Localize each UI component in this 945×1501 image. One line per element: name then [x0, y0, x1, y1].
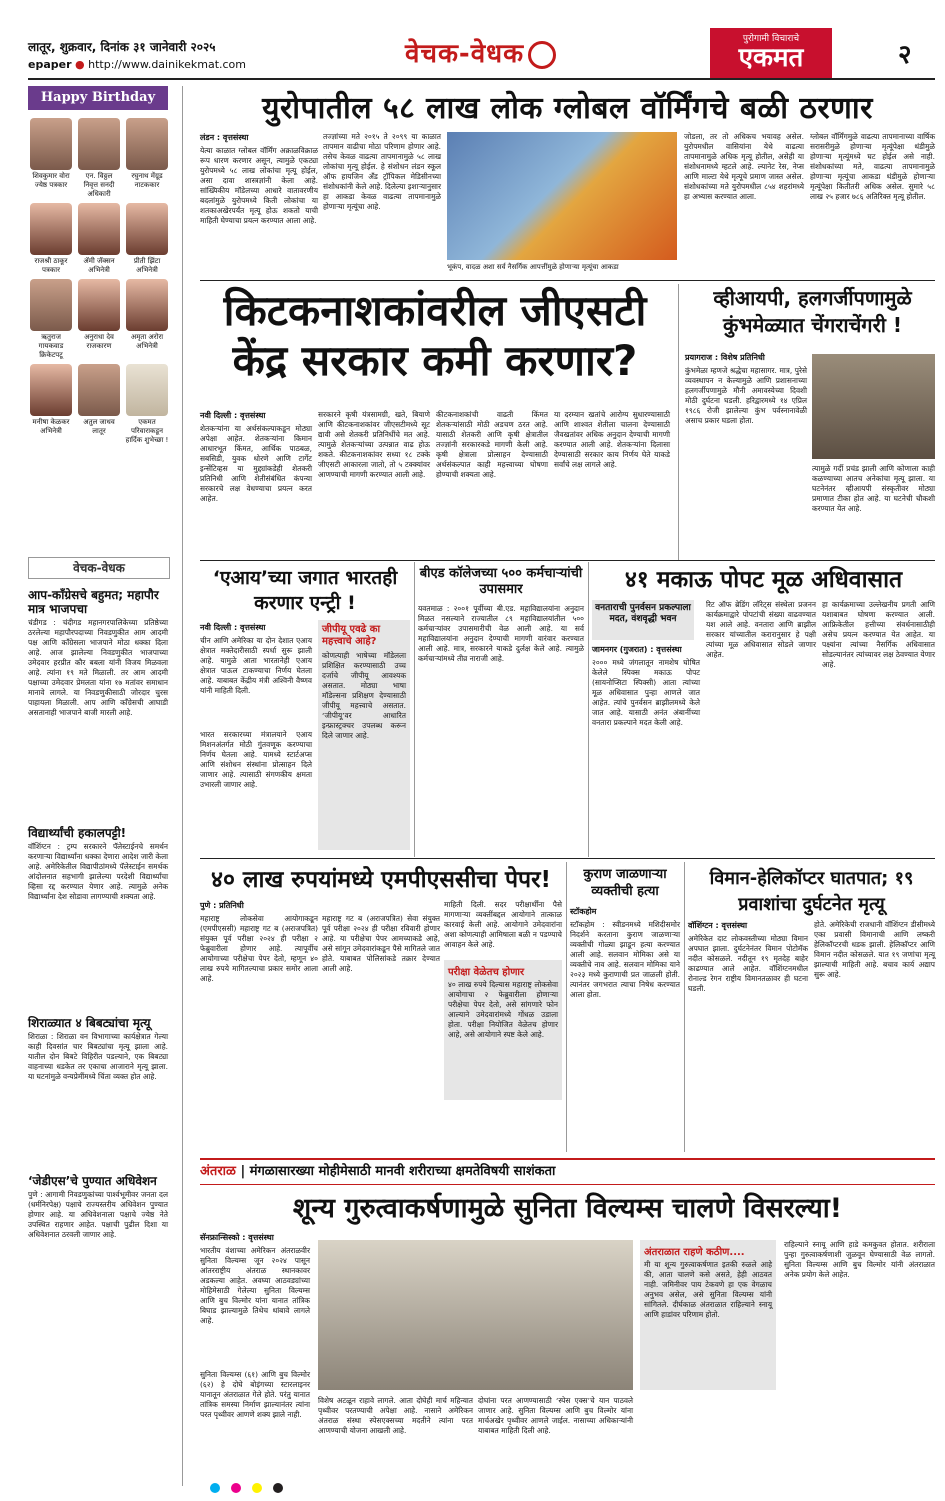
section-rule [200, 560, 935, 561]
story-body: पुणे : आगामी निवडणुकांच्या पार्श्वभूमीवर जनता दल (धर्मनिरपेक्ष) पक्षाचे राज्यस्तरीय अधिवेशन पुण्यात होणार आहे. या अधिवेशनाला पक्षाचे ज्येष्ठ नेते उपस्थित राहणार आहेत. पक्षाची पुढील दिशा या अधिवेशनात ठरवली जाणार आहे. [28, 1190, 168, 1239]
lead-byline: लंडन : वृत्तसंस्था [200, 133, 249, 142]
astronaut-photo [318, 1240, 633, 1390]
dateline: लातूर, शुक्रवार, दिनांक ३१ जानेवारी २०२५ [28, 40, 216, 54]
sidebar-story [28, 822, 168, 902]
sidebar-story [28, 1012, 168, 1082]
column-divider [684, 862, 685, 1152]
bouquet-image [126, 364, 168, 416]
sidebar [28, 86, 168, 1486]
birthday-role: ज्येष्ठ पत्रकार [34, 181, 68, 189]
sunita-col-3: विशेष अटळून राहावे लागले. आता दोघेही मार्च महिन्यात पृथ्वीवर परतण्याची अपेक्षा आहे. नासाने अमेरिकन अंतराळ संस्था स्पेसएक्सच्या मदतीने त्यांना परत आणण्याची योजना आखली आहे. [318, 1396, 473, 1435]
antaral-kicker: अंतराळ [200, 1164, 236, 1179]
lead-col-4: ग्लोबल वॉर्मिंगमुळे वाढत्या तापमानाच्या वार्षिक सरासरीमुळे होणाऱ्या मृत्यूंपेक्षा थंडीमुळे होणाऱ्या मृत्यूंमध्ये घट होईल असे नाही. संशोधकांच्या मते, वाढत्या तापमानामुळे होणाऱ्या मृत्यूंचा आकडा थंडीमुळे होणाऱ्या मृत्यूंपेक्षा कितीतरी अधिक असेल. सुमारे ५८ लाख २५ हजार ७८६ अतिरिक्त मृत्यू होतील. [810, 132, 935, 201]
birthday-role: अभिनेत्री [88, 266, 110, 274]
story-body: वॉशिंग्टन : ट्रम्प सरकारने पॅलेस्टाईनचे समर्थन करणाऱ्या विद्यार्थ्यांना धक्का देणारा आदेश जारी केला आहे. अमेरिकेतील विद्यापीठांमध्ये पॅलेस्टाईन समर्थक आंदोलनात सहभागी झालेल्या परदेशी विद्यार्थ्यांचा व्हिसा रद्द करण्यात येणार आहे. त्यामुळे अनेक विद्यार्थ्यांना देश सोडावा लागण्याची शक्यता आहे. [28, 842, 168, 901]
birthday-name: अमृता अरोरा [130, 333, 164, 341]
kuran-headline: कुराण जाळणाऱ्या व्यक्तीची हत्या [583, 867, 667, 899]
lead-col-3: जोडला, तर तो अधिकच भयावह असेल. युरोपमधील वासियांना येथे वाढत्या तापमानामुळे अधिक मृत्यू होतील, असेही या संशोधनामध्ये म्हटले आहे. ल्यानेट रेस, नेप्स आणि माल्टा येथे मृत्यूचे प्रमाण जास्त असेल. संशोधकांच्या मते युरोपमधील ८५४ शहरांमध्ये हा अभ्यास करण्यात आला. [684, 132, 804, 201]
box-body: कोणत्याही भाषेच्या मॉडेलला प्रशिक्षित करण्यासाठी उच्च दर्जाचे जीपीयू आवश्यक असतात. मोठ्या भाषा मॉडेल्सना प्रशिक्षण देण्यासाठी जीपीयू महत्त्वाचे असतात. ‘जीपीयू’वर आधारित इन्फ्रास्ट्रक्चर उपलब्ध करून दिले जाणार आहे. [322, 651, 406, 740]
antaral-subtitle: मंगळासारख्या मोहीमेसाठी मानवी शरीराच्या क्षमतेविषयी साशंकता [249, 1164, 556, 1179]
birthday-item [28, 364, 74, 445]
birthday-photo [78, 364, 120, 416]
kuran-body: स्टॉकहोम : स्वीडनमध्ये मशिदीसमोर निदर्शने करताना कुराण जाळणाऱ्या व्यक्तीची गोळ्या झाडून हत्या करण्यात आली आहे. सलवान मोमिका असे या व्यक्तीचे नाव आहे. सलवान मोमिका याने २०२३ मध्ये कुराणाची प्रत जाळली होती. त्यानंतर जगभरात त्याचा निषेध करण्यात आला होता. [570, 920, 680, 999]
birthday-name: ॲमी जॅक्सन [83, 257, 115, 265]
gst-col-3: कीटकनाशकांची वाढती किंमत शेतकऱ्यांसाठी मोठी अडचण ठरत आहे. यासाठी शेतकरी आणि कृषी क्षेत्रातील तज्ज्ञांनी सरकारकडे मागणी केली आहे. कृषी क्षेत्राला प्रोत्साहन देण्यासाठी अर्थसंकल्पात काही महत्त्वाच्या घोषणा होण्याची शक्यता आहे. [436, 410, 548, 479]
kumbh-col-2: त्यामुळे गर्दी प्रचंड झाली आणि कोणाला काही कळण्याच्या आतच अनेकांचा मृत्यू झाला. या घटनेनंतर व्हीआयपी संस्कृतीवर मोठ्या प्रमाणात टीका होत आहे. या घटनेची चौकशी करण्यात येत आहे. [812, 464, 935, 513]
plane-headline: विमान-हेलिकॉप्टर घातपात; १९ प्रवाशांचा दुर्घटनेत मृत्यू [709, 868, 914, 915]
box-title: परीक्षा वेळेतच होणार [448, 967, 525, 978]
kumbh-col-1: कुंभमेळा म्हणजे श्रद्धेचा महासागर. मात्र, पुरेसे व्यवस्थापन न केल्यामुळे आणि प्रशासनाच्या हलगर्जीपणामुळे मौनी अमावस्येच्या दिवशी मोठी दुर्घटना घडली. हरिद्वारमध्ये १४ एप्रिल १९८६ रोजी झालेल्या कुंभ पर्वस्नानावेळी असाच प्रकार घडला होता. [685, 366, 807, 425]
birthday-photo [78, 203, 120, 255]
birthday-item [28, 279, 74, 360]
birthday-item [76, 118, 122, 199]
cyan-dot [210, 1483, 220, 1493]
magnifier-icon [528, 41, 556, 69]
ai-col-2: भारत सरकारच्या मंत्रालयाने एआय मिशनअंतर्गत मोठी गुंतवणूक करण्याचा निर्णय घेतला आहे. यामध्ये स्टार्टअप्स आणि संशोधन संस्थांना प्रोत्साहन दिले जाणार आहे. त्यासाठी संगणकीय क्षमता उभारली जाणार आहे. [200, 730, 312, 789]
birthday-name: ऋतुराज गायकवाड [38, 333, 64, 350]
page-header [0, 0, 945, 80]
column-divider [678, 284, 679, 560]
sunita-headline: शून्य गुरुत्वाकर्षणामुळे सुनिता विल्यम्स चालणे विसरल्या! [292, 1193, 843, 1224]
birthday-role: अभिनेत्री [40, 427, 62, 435]
epaper-url[interactable]: http://www.dainikekmat.com [88, 58, 246, 71]
birthday-role: नाटककार [134, 181, 160, 189]
gst-col-4: या दरम्यान खतांचे आरोग्य सुधारण्यासाठी आणि शाश्वत शेतीला चालना देण्यासाठी जैवखतांवर अधिक अनुदान देण्याची मागणी करण्यात आली आहे. शेतकऱ्यांना दिलासा देण्यासाठी सरकार काय निर्णय घेते याकडे सर्वांचे लक्ष लागले आहे. [554, 410, 670, 469]
birthday-item [76, 203, 122, 275]
mpsc-col-3: माहिती दिली. सदर परीक्षार्थींना पैसे मागणाऱ्या व्यक्तींबद्दल आयोगाने तात्काळ कारवाई केली आहे. आयोगाने उमेदवारांना अशा कोणत्याही आमिषाला बळी न पडण्याचे आवाहन केले आहे. [444, 900, 562, 949]
yellow-dot [252, 1483, 262, 1493]
birthday-name: एन. विठ्ठल [85, 172, 113, 180]
epaper-label: epaper [28, 58, 72, 71]
section-rule [200, 858, 935, 859]
column-divider [566, 862, 567, 1152]
parrot-kicker-box [592, 600, 694, 640]
birthday-role: क्रिकेटपटू [39, 351, 63, 359]
ai-byline: नवी दिल्ली : वृत्तसंस्था [200, 623, 266, 632]
birthday-name: रघुनाथ मेंग्रूड [131, 172, 163, 180]
story-title: ‘जेडीएस’चे पुण्यात अधिवेशन [28, 1174, 157, 1188]
plane-col-2: होते. अमेरिकेची राजधानी वॉशिंग्टन डीसीमध्ये एका प्रवासी विमानाची आणि लष्करी हेलिकॉप्टरची धडक झाली. हेलिकॉप्टर आणि विमान नदीत कोसळले. यात १९ जणांचा मृत्यू झाल्याची माहिती आहे. बचाव कार्य अद्याप सुरू आहे. [814, 920, 935, 979]
space-living-box [640, 1240, 776, 1390]
page-number: २ [898, 40, 912, 70]
gst-text: शेतकऱ्यांना या अर्थसंकल्पाकडून मोठ्या अपेक्षा आहेत. शेतकऱ्यांना किमान आधारभूत किंमत, आर्थिक पाठबळ, सबसिडी, युवक धोरणे आणि टार्गेट इन्सेंटिव्हस या मुद्द्यांकडेही शेतकरी प्रतिनिधी आणि शेतीसंबंधित कंपन्या सरकारचे लक्ष वेधण्याचा प्रयत्न करत आहेत. [200, 424, 312, 503]
sidebar-story [28, 584, 168, 718]
story-body: चंडीगड : चंदीगड महानगरपालिकेच्या प्रतिष्ठेच्या ठरलेल्या महापौरपदाच्या निवडणुकीत आम आदमी पक्ष आणि काँग्रेसला भाजपाने मोठा धक्का दिला आहे. आज झालेल्या निवडणुकीत भाजपाच्या उमेदवार हरप्रीत कौर बबला यांनी विजय मिळवला आहे. त्यांना १९ मते मिळाली. तर आम आदमी पक्षाच्या उमेदवार प्रेमलता यांना १७ मतांवर समाधान मानावे लागले. या निवडणुकीसाठी जोरदार चुरस पाहायला मिळाली. आप आणि काँग्रेसची आघाडी असतानाही भाजपाने बाजी मारली आहे. [28, 618, 168, 717]
birthday-grid [28, 118, 168, 445]
box-title: अंतराळात राहणे कठीण.... [644, 1247, 745, 1258]
birthday-name: एकमत परिवाराकडून [130, 418, 164, 435]
section-tab: वेचक-वेधक [28, 557, 170, 579]
parrot-col-1: २००० मध्ये जंगलातून नामशेष घोषित केलेले स्पिक्स मकाऊ पोपट (सायनोप्सिटा स्पिक्सी) आता त्यांच्या मूळ अधिवासात पुन्हा आणले जात आहेत. त्यांचे पुनर्वसन ब्राझीलमध्ये केले जात आहे. यासाठी अनंत अंबानींच्या वनतारा प्रकल्पाने मदत केली आहे. [592, 658, 700, 727]
antaral-separator: | [240, 1164, 250, 1179]
sunita-byline: सॅनफ्रान्सिस्को : वृत्तसंस्था [200, 1233, 274, 1242]
mpsc-col-1: महाराष्ट्र लोकसेवा आयोगाकडून (एमपीएससी) महाराष्ट्र गट ब (अराजपत्रित) संयुक्त पूर्व परीक्षा २०२४ ही परीक्षा २ फेब्रुवारीला होणार आहे. त्यापूर्वीच आयोगाच्या परीक्षेचा पेपर देतो, म्हणून ४० लाख रुपये मागितल्याचा प्रकार समोर आला आहे. [200, 914, 318, 983]
birthday-item [124, 203, 170, 275]
kumbh-byline: प्रयागराज : विशेष प्रतिनिधी [685, 353, 765, 362]
birthday-name: प्रीती झिंटा [133, 257, 161, 265]
brand-tagline: पुरोगामी विचाराचे [742, 34, 800, 44]
birthday-photo [30, 364, 72, 416]
lead-headline: युरोपातील ५८ लाख लोक ग्लोबल वॉर्मिंगचे बळी ठरणार [262, 91, 873, 126]
birthday-item [28, 203, 74, 275]
gst-headline: किटकनाशकांवरील जीएसटी केंद्र सरकार कमी करणार? [223, 286, 647, 385]
box-title: जीपीयू एवढे का महत्त्वाचे आहे? [322, 624, 381, 647]
parrot-col-2: रिट ऑफ ब्रेडिंग लॉरेट्स संस्थेला प्रजनन कार्यक्रमाद्वारे पोपटांची संख्या वाढवण्यात यश आले आहे. वनतारा आणि ब्राझील सरकार यांच्यातील करारानुसार हे पक्षी त्यांच्या मूळ अधिवासात सोडले जाणार आहेत. [706, 600, 816, 659]
masthead-title: वेचक-वेधक [405, 39, 525, 69]
parrot-headline: ४१ मकाऊ पोपट मूळ अधिवासात [624, 567, 903, 593]
birthday-role: राजकारण [86, 342, 112, 350]
section-rule [200, 280, 935, 281]
kuran-byline: स्टॉकहोम [570, 907, 597, 916]
sunita-col-1: भारतीय वंशाच्या अमेरिकन अंतराळवीर सुनिता विल्यम्स जून २०२४ पासून आंतरराष्ट्रीय अंतराळ स्थानकावर अडकल्या आहेत. अवघ्या आठवड्यांच्या मोहिमेसाठी गेलेल्या सुनिता विल्यम्स आणि बुच विल्मोर यांना यानात तांत्रिक बिघाड झाल्यामुळे तिथेच थांबावे लागले आहे. [200, 1246, 310, 1325]
story-body: शिराळा : शिराळा वन विभागाच्या कार्यक्षेत्रात गेल्या काही दिवसांत चार बिबट्यांचा मृत्यू झाला आहे. यातील दोन बिबटे विहिरीत पडल्याने, एक बिबट्या वाहनाच्या धडकेत तर एकाचा आजाराने मृत्यू झाला. या घटनांमुळे वन्यप्रेमींमध्ये चिंता व्यक्त होत आहे. [28, 1032, 168, 1081]
gst-col-2: सरकारने कृषी यंत्रसामग्री, खते, बियाणे आणि कीटकनाशकांवर जीएसटीमध्ये सूट द्यावी असे शेतकरी प्रतिनिधींचे मत आहे. त्यामुळे शेतकऱ्यांच्या उत्पन्नात वाढ होऊ शकते. कीटकनाशकांवर सध्या १८ टक्के जीएसटी आकारला जातो, तो ५ टक्क्यांवर आणण्याची मागणी करण्यात आली आहे. [318, 410, 430, 479]
birthday-title: Happy Birthday [28, 86, 168, 110]
birthday-name: अतुल जाधव [83, 418, 115, 426]
sidebar-story [28, 1170, 168, 1240]
birthday-item [76, 279, 122, 360]
birthday-photo [126, 118, 168, 170]
image-caption: भूकंप, वादळ अशा सर्व नैसर्गिक आपत्तींमुळे होणाऱ्या मृत्यूंचा आकडा [447, 263, 619, 271]
header-rule [28, 78, 935, 80]
lead-col-1 [200, 132, 318, 226]
mpsc-headline: ४० लाख रुपयांमध्ये एमपीएससीचा पेपर! [210, 867, 552, 893]
birthday-photo [30, 118, 72, 170]
birthday-name: शिवकुमार वोरा [32, 172, 70, 180]
globe-icon: ● [75, 58, 85, 71]
story-title: आप-कॉंग्रेसचे बहुमत; महापौर मात्र भाजपचा [28, 588, 159, 616]
lead-col-2: तज्ज्ञांच्या मते २०१५ ते २०९९ या काळात तापमान वाढीचा मोठा परिणाम होणार आहे. तसेच केवळ वाढत्या तापमानामुळे ५८ लाख लोकांचा मृत्यू होईल. हे संशोधन लंडन स्कूल ऑफ हायजिन अँड ट्रॉपिकल मेडिसीनच्या संशोधकांनी केले आहे. दिलेल्या इशाऱ्यानुसार हा आकडा केवळ वाढत्या तापमानामुळे होणाऱ्या मृत्यूंचा आहे. [323, 132, 441, 211]
ai-headline: ‘एआय’च्या जगात भारतही करणार एन्ट्री ! [212, 567, 398, 614]
birthday-name: मनीषा केळकर [32, 418, 70, 426]
birthday-item [124, 118, 170, 199]
birthday-photo [30, 203, 72, 255]
column-divider [588, 562, 589, 857]
birthday-role: अभिनेत्री [136, 342, 158, 350]
birthday-item [124, 279, 170, 360]
birthday-photo [126, 279, 168, 331]
gst-byline: नवी दिल्ली : वृत्तसंस्था [200, 411, 266, 420]
epaper-line [28, 58, 246, 71]
parrot-byline: जामनगर (गुजरात) : वृत्तसंस्था [592, 645, 682, 654]
box-title: वनताराची पुनर्वसन प्रकल्पाला मदत, वंशवृद्धी भवन [595, 603, 691, 624]
column-divider [182, 86, 183, 1486]
mpsc-col-2: महाराष्ट्र गट ब (अराजपत्रित) सेवा संयुक्त पूर्व परीक्षा २०२४ ही परीक्षा रविवारी होणार आहे. या परीक्षेचा पेपर आमच्याकडे आहे, असे सांगून उमेदवारांकडून पैसे मागितले जात होते. याबाबत पोलिसांकडे तक्रार देण्यात आली आहे. [322, 914, 440, 973]
brand-name: एकमत [738, 43, 804, 73]
gpu-info-box [318, 620, 410, 850]
plane-col-1: अमेरिकेत दाट लोकवस्तीच्या मोठ्या विमान अपघात झाला. दुर्घटनेनंतर विमान पोटोमॅक नदीत कोसळले. नदीतून १९ मृतदेह बाहेर काढण्यात आले आहेत. वॉशिंग्टनमधील रोनाल्ड रेगन राष्ट्रीय विमानतळावर ही घटना घडली. [688, 934, 808, 993]
burning-earth-image [447, 132, 677, 260]
birthday-role: अभिनेत्री [136, 266, 158, 274]
antaral-strip [200, 1158, 935, 1185]
exam-box [444, 960, 562, 1100]
parrot-col-3: हा कार्यक्रमाच्या उल्लेखनीय प्रगती आणि यशाबाबत घोषणा करण्यात आली. आफ्रिकेतील हत्तीच्या संवर्धनासाठीही असेच प्रयत्न करण्यात येत आहेत. या पक्ष्यांना त्यांच्या नैसर्गिक अधिवासात सोडल्यानंतर त्यांच्यावर लक्ष ठेवण्यात येणार आहे. [822, 600, 935, 669]
black-dot [273, 1483, 283, 1493]
birthday-name: राजश्री ठाकूर [34, 257, 68, 265]
brand-logo [710, 28, 832, 80]
magenta-dot [231, 1483, 241, 1493]
sunita-col-5: राहिल्याने स्नायू आणि हाडे कमकुवत होतात. शरीराला पुन्हा गुरुत्वाकर्षणाशी जुळवून घेण्यासाठी वेळ लागतो. सुनिता विल्यम्स आणि बुच विल्मोर यांनी अंतराळात अनेक प्रयोग केले आहेत. [784, 1240, 935, 1279]
beed-headline: बीएड कॉलेजच्या ५०० कर्मचाऱ्यांची उपासमार [419, 566, 583, 597]
gst-col-1 [200, 410, 312, 504]
birthday-photo [30, 279, 72, 331]
ai-col-1: चीन आणि अमेरिका या दोन देशात एआय क्षेत्रात मक्तेदारीसाठी स्पर्धा सुरू झाली आहे. यामुळे आता भारतानेही एआय क्षेत्रात पाऊल टाकण्याचा निर्णय घेतला आहे. याबाबत केंद्रीय मंत्री अश्विनी वैष्णव यांनी माहिती दिली. [200, 636, 312, 695]
mpsc-byline: पुणे : प्रतिनिधी [200, 901, 244, 910]
birthday-role: पत्रकार [42, 266, 60, 274]
birthday-item [124, 364, 170, 445]
beed-body: यवतमाळ : २००१ पूर्वीच्या बी.एड. महाविद्यालयांना अनुदान मिळत नसल्याने राज्यातील ८९ महाविद्यालयांतील ५०० कर्मचाऱ्यांवर उपासमारीची वेळ आली आहे. या सर्व महाविद्यालयांना अनुदान देण्याची मागणी वारंवार करण्यात आली आहे. मात्र, सरकारने याकडे दुर्लक्ष केले आहे. त्यामुळे कर्मचाऱ्यांमध्ये तीव्र नाराजी आहे. [418, 604, 584, 663]
sunita-col-2: सुनिता विल्यम्स (६१) आणि बुच विल्मोर (६२) हे दोघे बोइंगच्या स्टारलाइनर यानातून अंतराळात गेले होते. परंतु यानात तांत्रिक समस्या निर्माण झाल्यानंतर त्यांना परत पृथ्वीवर आणणे शक्य झाले नाही. [200, 1370, 310, 1419]
birthday-item [76, 364, 122, 445]
lead-text: येत्या काळात ग्लोबल वॉर्मिंग अक्राळविक्राळ रूप धारण करणार असून, त्यामुळे एकट्या युरोपमध्ये ५८ लाख लोकांचा मृत्यू होईल, असा दावा शास्त्रज्ञांनी केला आहे. सांख्यिकीय मॉडेलच्या आधारे वातावरणीय बदलांमुळे युरोपमध्ये किती लोकांचा या शतकाअखेरपर्यंत मृत्यू होऊ शकतो याची माहिती घेण्याचा प्रयत्न करण्यात आला आहे. [200, 146, 318, 225]
birthday-name: अनुराधा देव [84, 333, 114, 341]
birthday-role: हार्दिक शुभेच्छा ! [125, 436, 169, 444]
birthday-item [28, 118, 74, 199]
section-masthead [405, 34, 556, 70]
box-body: ४० लाख रुपये दिल्यास महाराष्ट्र लोकसेवा आयोगाचा २ फेब्रुवारीला होणाऱ्या परीक्षेचा पेपर देतो, असे सांगणारे फोन आल्याने उमेदवारांमध्ये गोंधळ उडाला होता. परीक्षा नियोजित वेळेतच होणार आहे, असे आयोगाने स्पष्ट केले आहे. [448, 980, 558, 1039]
box-body: मी या शून्य गुरुत्वाकर्षणात इतकी रुळले आहे की, आता चालणे कसे असते, हेही आठवत नाही. जमिनीवर पाय टेकवणे हा एक वेगळाच अनुभव असेल, असे सुनिता विल्यम्स यांनी सांगितले. दीर्घकाळ अंतराळात राहिल्याने स्नायू आणि हाडांवर परिणाम होतो. [644, 1260, 772, 1319]
birthday-photo [78, 279, 120, 331]
kumbh-headline: व्हीआयपी, हलगर्जीपणामुळे कुंभमेळ्यात चेंगराचेंगरी ! [713, 286, 912, 337]
sunita-col-4: दोघांना परत आणण्यासाठी ‘स्पेस एक्स’चे यान पाठवले जाणार आहे. सुनिता विल्यम्स आणि बुच विल्मोर यांना मार्चअखेर पृथ्वीवर आणले जाईल. नासाच्या अधिकाऱ्यांनी याबाबत माहिती दिली आहे. [478, 1396, 633, 1435]
print-registration-marks [210, 1478, 930, 1490]
stampede-photo [812, 354, 935, 459]
story-title: विद्यार्थ्यांची हकालपट्टी! [28, 826, 127, 840]
birthday-role: लातूर [92, 427, 106, 435]
birthday-role: निवृत्त सनदी अधिकारी [83, 181, 115, 198]
birthday-photo [78, 118, 120, 170]
plane-byline: वॉशिंग्टन : वृत्तसंस्था [688, 921, 748, 930]
column-divider [414, 562, 415, 857]
birthday-photo [126, 203, 168, 255]
story-title: शिराळ्यात ४ बिबट्यांचा मृत्यू [28, 1016, 151, 1030]
